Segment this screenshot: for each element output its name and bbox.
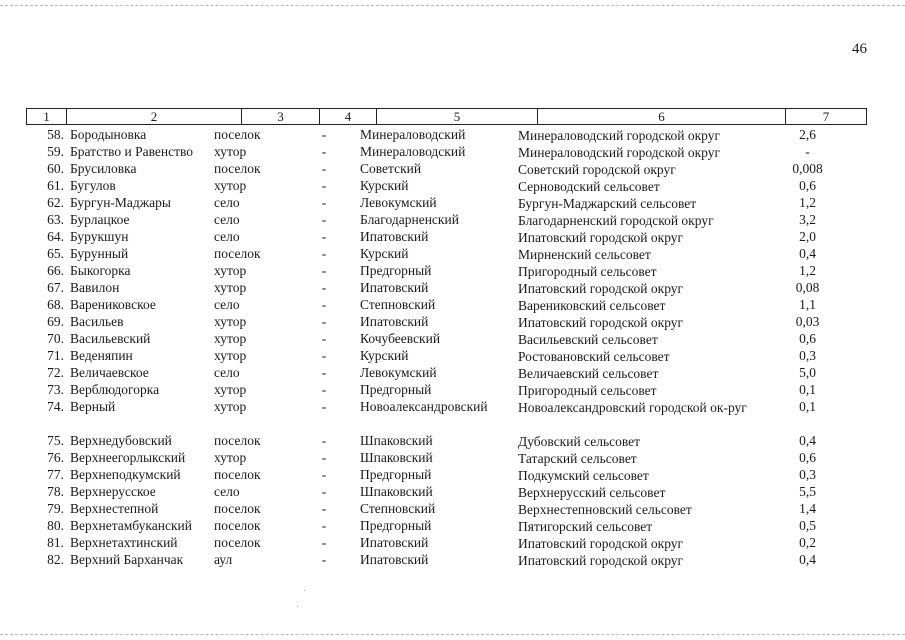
municipality-name: Ростовановский сельсовет [518, 349, 670, 364]
column-header: 7 [786, 109, 867, 125]
column-4-value: - [321, 535, 327, 550]
area-value: 1,4 [799, 501, 816, 516]
district-name: Ипатовский [360, 314, 429, 329]
settlement-type: поселок [214, 535, 261, 550]
column-4-value: - [321, 127, 327, 142]
district-name: Курский [360, 178, 409, 193]
column-header: 5 [377, 109, 538, 125]
table-row [0, 297, 905, 314]
settlement-name: Бурлацкое [70, 212, 130, 227]
municipality-name: Минераловодский городской округ [518, 128, 720, 143]
column-header: 4 [320, 109, 377, 125]
row-number: 62. [47, 195, 64, 210]
district-name: Ипатовский [360, 229, 429, 244]
district-name: Шпаковский [360, 450, 433, 465]
table-row [0, 382, 905, 399]
table-row [0, 518, 905, 535]
table-row [0, 212, 905, 229]
settlement-name: Брусиловка [70, 161, 137, 176]
municipality-name: Васильевский сельсовет [518, 332, 658, 347]
municipality-name: Величаевский сельсовет [518, 366, 659, 381]
table-row [0, 127, 905, 144]
settlement-type: село [214, 484, 240, 499]
district-name: Шпаковский [360, 433, 433, 448]
scan-speck: · [303, 586, 307, 597]
row-number: 61. [47, 178, 64, 193]
district-name: Ипатовский [360, 280, 429, 295]
settlement-name: Верный [70, 399, 116, 414]
table-row [0, 144, 905, 161]
table-row [0, 484, 905, 501]
table-row [0, 263, 905, 280]
settlement-name: Верхний Барханчак [70, 552, 184, 567]
table-row [0, 501, 905, 518]
settlement-type: поселок [214, 127, 261, 142]
area-value: 5,5 [799, 484, 816, 499]
area-value: 3,2 [799, 212, 816, 227]
district-name: Курский [360, 348, 409, 363]
settlement-type: хутор [214, 280, 247, 295]
settlement-type: поселок [214, 433, 261, 448]
row-number: 73. [47, 382, 64, 397]
municipality-name: Советский городской округ [518, 162, 676, 177]
district-name: Степновский [360, 501, 436, 516]
settlement-type: хутор [214, 331, 247, 346]
settlement-name: Быкогорка [70, 263, 131, 278]
column-4-value: - [321, 552, 327, 567]
table-row [0, 229, 905, 246]
settlement-name: Веденяпин [70, 348, 133, 363]
row-number: 76. [47, 450, 64, 465]
district-name: Минераловодский [360, 144, 466, 159]
area-value: 0,3 [799, 348, 816, 363]
settlement-name: Бугулов [70, 178, 116, 193]
municipality-name: Варениковский сельсовет [518, 298, 666, 313]
settlement-name: Бородыновка [70, 127, 147, 142]
table-row [0, 178, 905, 195]
column-4-value: - [321, 433, 327, 448]
row-number: 74. [47, 399, 64, 414]
column-4-value: - [321, 348, 327, 363]
settlement-name: Верхнетамбуканский [70, 518, 192, 533]
settlement-name: Верхнерусское [70, 484, 156, 499]
column-4-value: - [321, 365, 327, 380]
table-row [0, 348, 905, 365]
row-number: 79. [47, 501, 64, 516]
municipality-name: Благодарненский городской округ [518, 213, 714, 228]
scan-edge-bottom [0, 634, 905, 635]
row-number: 60. [47, 161, 64, 176]
row-number: 78. [47, 484, 64, 499]
table-row [0, 195, 905, 212]
area-value: 5,0 [799, 365, 816, 380]
settlement-type: хутор [214, 314, 247, 329]
district-name: Ипатовский [360, 535, 429, 550]
settlement-type: село [214, 297, 240, 312]
table-row [0, 314, 905, 331]
row-number: 64. [47, 229, 64, 244]
area-value: 1,1 [799, 297, 816, 312]
settlement-name: Вавилон [70, 280, 120, 295]
district-name: Предгорный [360, 263, 432, 278]
column-4-value: - [321, 518, 327, 533]
district-name: Предгорный [360, 467, 432, 482]
settlement-name: Верхнеподкумский [70, 467, 181, 482]
settlement-name: Бурукшун [70, 229, 129, 244]
settlement-type: хутор [214, 382, 247, 397]
row-number: 70. [47, 331, 64, 346]
column-4-value: - [321, 331, 327, 346]
municipality-name: Ипатовский городской округ [518, 315, 684, 330]
row-number: 58. [47, 127, 64, 142]
municipality-name: Бургун-Маджарский сельсовет [518, 196, 697, 211]
settlement-type: хутор [214, 263, 247, 278]
settlement-type: аул [214, 552, 233, 567]
scan-edge-top [0, 5, 905, 6]
settlement-type: хутор [214, 399, 247, 414]
table-row [0, 365, 905, 382]
settlement-name: Бургун-Маджары [70, 195, 171, 210]
settlement-list [0, 127, 905, 569]
area-value: 0,008 [792, 161, 823, 176]
column-4-value: - [321, 144, 327, 159]
table-row [0, 246, 905, 263]
row-number: 80. [47, 518, 64, 533]
municipality-name: Ипатовский городской округ [518, 536, 684, 551]
table-row [0, 450, 905, 467]
column-4-value: - [321, 212, 327, 227]
municipality-name: Ипатовский городской округ [518, 281, 684, 296]
municipality-name: Серноводский сельсовет [518, 179, 660, 194]
row-number: 77. [47, 467, 64, 482]
row-number: 68. [47, 297, 64, 312]
row-number: 69. [47, 314, 64, 329]
settlement-type: поселок [214, 246, 261, 261]
page-number: 46 [852, 41, 867, 57]
settlement-type: село [214, 195, 240, 210]
municipality-name: Мирненский сельсовет [518, 247, 651, 262]
district-name: Левокумский [360, 365, 437, 380]
settlement-name: Верхнетахтинский [70, 535, 178, 550]
row-number: 81. [47, 535, 64, 550]
settlement-name: Величаевское [70, 365, 149, 380]
area-value: 0,03 [795, 314, 820, 329]
column-4-value: - [321, 246, 327, 261]
district-name: Степновский [360, 297, 436, 312]
table-row [0, 552, 905, 569]
column-header: 1 [27, 109, 67, 125]
settlement-type: хутор [214, 450, 247, 465]
municipality-name: Подкумский сельсовет [518, 468, 649, 483]
table-row [0, 433, 905, 450]
area-value: 0,08 [795, 280, 820, 295]
column-4-value: - [321, 229, 327, 244]
area-value: 2,6 [799, 127, 816, 142]
area-value: 0,4 [799, 552, 816, 567]
row-number: 59. [47, 144, 64, 159]
column-header-row [26, 108, 867, 125]
district-name: Новоалександровский [360, 399, 488, 414]
column-header: 6 [538, 109, 786, 125]
column-4-value: - [321, 501, 327, 516]
column-4-value: - [321, 314, 327, 329]
column-4-value: - [321, 450, 327, 465]
district-name: Предгорный [360, 382, 432, 397]
settlement-type: поселок [214, 161, 261, 176]
district-name: Советский [360, 161, 422, 176]
column-4-value: - [321, 467, 327, 482]
area-value: 0,1 [799, 399, 816, 414]
settlement-type: село [214, 229, 240, 244]
column-4-value: - [321, 178, 327, 193]
settlement-type: село [214, 365, 240, 380]
settlement-name: Бурунный [70, 246, 129, 261]
area-value: 0,2 [799, 535, 816, 550]
municipality-name: Верхнестепновский сельсовет [518, 502, 692, 517]
district-name: Минераловодский [360, 127, 466, 142]
municipality-name: Пригородный сельсовет [518, 264, 657, 279]
area-value: 0,3 [799, 467, 816, 482]
settlement-name: Варениковское [70, 297, 156, 312]
column-4-value: - [321, 195, 327, 210]
row-number: 71. [47, 348, 64, 363]
area-value: 2,0 [799, 229, 816, 244]
area-value: 1,2 [799, 195, 816, 210]
row-number: 65. [47, 246, 64, 261]
row-number: 63. [47, 212, 64, 227]
district-name: Левокумский [360, 195, 437, 210]
row-number: 75. [47, 433, 64, 448]
area-value: 0,6 [799, 331, 816, 346]
column-4-value: - [321, 263, 327, 278]
column-4-value: - [321, 382, 327, 397]
column-4-value: - [321, 399, 327, 414]
area-value: 0,6 [799, 450, 816, 465]
settlement-name: Братство и Равенство [70, 144, 194, 159]
district-name: Кочубеевский [360, 331, 441, 346]
table-row [0, 399, 905, 433]
municipality-name: Татарский сельсовет [518, 451, 637, 466]
row-number: 67. [47, 280, 64, 295]
district-name: Шпаковский [360, 484, 433, 499]
municipality-name: Новоалександровский городской ок-руг [518, 400, 747, 415]
settlement-type: поселок [214, 518, 261, 533]
municipality-name: Ипатовский городской округ [518, 553, 684, 568]
column-header: 3 [242, 109, 320, 125]
area-value: - [805, 144, 810, 159]
area-value: 0,6 [799, 178, 816, 193]
column-header: 2 [67, 109, 242, 125]
settlement-type: поселок [214, 467, 261, 482]
table-row [0, 331, 905, 348]
table-row [0, 467, 905, 484]
settlement-type: хутор [214, 348, 247, 363]
settlement-name: Верхнедубовский [70, 433, 172, 448]
table-row [0, 280, 905, 297]
municipality-name: Верхнерусский сельсовет [518, 485, 666, 500]
column-4-value: - [321, 484, 327, 499]
settlement-name: Васильевский [70, 331, 151, 346]
district-name: Предгорный [360, 518, 432, 533]
municipality-name: Дубовский сельсовет [518, 434, 641, 449]
column-4-value: - [321, 280, 327, 295]
column-4-value: - [321, 161, 327, 176]
settlement-name: Васильев [70, 314, 124, 329]
district-name: Курский [360, 246, 409, 261]
area-value: 0,1 [799, 382, 816, 397]
row-number: 82. [47, 552, 64, 567]
settlement-type: хутор [214, 178, 247, 193]
municipality-name: Ипатовский городской округ [518, 230, 684, 245]
settlement-name: Верхнеегорлыкский [70, 450, 186, 465]
table-row [0, 535, 905, 552]
column-4-value: - [321, 297, 327, 312]
settlement-name: Верхнестепной [70, 501, 159, 516]
area-value: 0,4 [799, 246, 816, 261]
municipality-name: Пятигорский сельсовет [518, 519, 653, 534]
settlement-name: Верблюдогорка [70, 382, 160, 397]
area-value: 0,4 [799, 433, 816, 448]
area-value: 0,5 [799, 518, 816, 533]
row-number: 72. [47, 365, 64, 380]
district-name: Ипатовский [360, 552, 429, 567]
municipality-name: Минераловодский городской округ [518, 145, 720, 160]
area-value: 1,2 [799, 263, 816, 278]
table-row [0, 161, 905, 178]
district-name: Благодарненский [360, 212, 459, 227]
settlement-type: село [214, 212, 240, 227]
municipality-name: Пригородный сельсовет [518, 383, 657, 398]
settlement-type: поселок [214, 501, 261, 516]
settlement-type: хутор [214, 144, 247, 159]
scan-speck: · [296, 602, 300, 613]
row-number: 66. [47, 263, 64, 278]
